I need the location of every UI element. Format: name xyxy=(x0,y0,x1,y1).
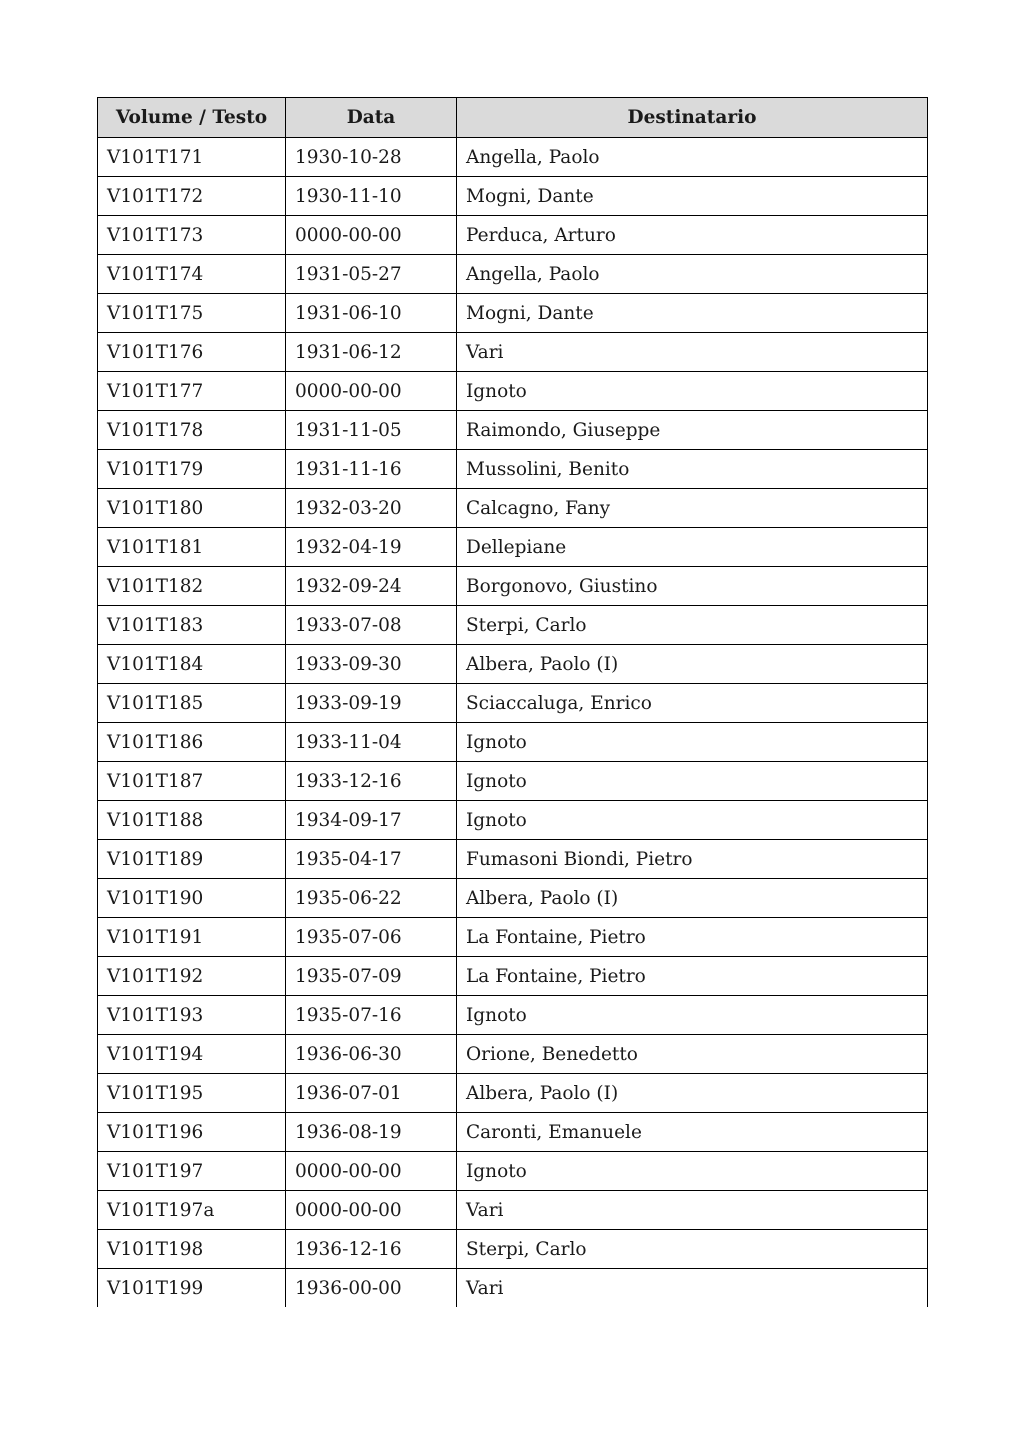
cell-volume-testo: V101T192 xyxy=(98,957,286,996)
table-row xyxy=(98,1269,928,1308)
cell-data: 1936-08-19 xyxy=(286,1113,457,1152)
cell-volume-testo: V101T178 xyxy=(98,411,286,450)
cell-volume-testo: V101T175 xyxy=(98,294,286,333)
table-row xyxy=(98,294,928,333)
cell-volume-testo: V101T173 xyxy=(98,216,286,255)
cell-destinatario: Dellepiane xyxy=(457,528,928,567)
cell-data: 1934-09-17 xyxy=(286,801,457,840)
table-row xyxy=(98,918,928,957)
cell-volume-testo: V101T191 xyxy=(98,918,286,957)
cell-destinatario: Ignoto xyxy=(457,1152,928,1191)
cell-volume-testo: V101T180 xyxy=(98,489,286,528)
cell-destinatario: Vari xyxy=(457,333,928,372)
table-row xyxy=(98,411,928,450)
cell-data: 1936-06-30 xyxy=(286,1035,457,1074)
table-row xyxy=(98,840,928,879)
cell-volume-testo: V101T171 xyxy=(98,138,286,177)
cell-destinatario: Ignoto xyxy=(457,801,928,840)
table-row xyxy=(98,450,928,489)
letters-table xyxy=(97,97,928,1307)
column-header-destinatario: Destinatario xyxy=(457,98,928,138)
table-body xyxy=(98,138,928,1308)
cell-data: 1935-07-09 xyxy=(286,957,457,996)
cell-volume-testo: V101T186 xyxy=(98,723,286,762)
cell-volume-testo: V101T176 xyxy=(98,333,286,372)
table-row xyxy=(98,762,928,801)
cell-data: 1930-10-28 xyxy=(286,138,457,177)
cell-destinatario: Vari xyxy=(457,1269,928,1308)
cell-volume-testo: V101T197 xyxy=(98,1152,286,1191)
cell-destinatario: Albera, Paolo (I) xyxy=(457,1074,928,1113)
cell-destinatario: Mogni, Dante xyxy=(457,177,928,216)
table-row xyxy=(98,645,928,684)
table-row xyxy=(98,216,928,255)
cell-volume-testo: V101T183 xyxy=(98,606,286,645)
table-row xyxy=(98,489,928,528)
cell-data: 1933-09-19 xyxy=(286,684,457,723)
cell-destinatario: Sterpi, Carlo xyxy=(457,606,928,645)
cell-data: 1932-03-20 xyxy=(286,489,457,528)
cell-volume-testo: V101T172 xyxy=(98,177,286,216)
table-row xyxy=(98,801,928,840)
cell-destinatario: Calcagno, Fany xyxy=(457,489,928,528)
cell-destinatario: Ignoto xyxy=(457,762,928,801)
cell-data: 1936-12-16 xyxy=(286,1230,457,1269)
cell-destinatario: Angella, Paolo xyxy=(457,138,928,177)
cell-data: 1933-07-08 xyxy=(286,606,457,645)
column-header-data: Data xyxy=(286,98,457,138)
cell-destinatario: Albera, Paolo (I) xyxy=(457,879,928,918)
table-row xyxy=(98,996,928,1035)
table-row xyxy=(98,138,928,177)
cell-data: 1935-07-06 xyxy=(286,918,457,957)
cell-destinatario: Orione, Benedetto xyxy=(457,1035,928,1074)
cell-data: 0000-00-00 xyxy=(286,1191,457,1230)
cell-volume-testo: V101T189 xyxy=(98,840,286,879)
cell-volume-testo: V101T182 xyxy=(98,567,286,606)
cell-volume-testo: V101T198 xyxy=(98,1230,286,1269)
cell-data: 1935-06-22 xyxy=(286,879,457,918)
cell-destinatario: Mogni, Dante xyxy=(457,294,928,333)
cell-destinatario: Ignoto xyxy=(457,723,928,762)
cell-data: 1931-11-16 xyxy=(286,450,457,489)
cell-data: 1932-04-19 xyxy=(286,528,457,567)
document-page xyxy=(97,97,927,1307)
cell-destinatario: Perduca, Arturo xyxy=(457,216,928,255)
cell-destinatario: Borgonovo, Giustino xyxy=(457,567,928,606)
cell-destinatario: Ignoto xyxy=(457,996,928,1035)
table-row xyxy=(98,606,928,645)
cell-destinatario: Fumasoni Biondi, Pietro xyxy=(457,840,928,879)
cell-data: 0000-00-00 xyxy=(286,216,457,255)
table-row xyxy=(98,957,928,996)
table-row xyxy=(98,177,928,216)
cell-data: 1930-11-10 xyxy=(286,177,457,216)
cell-volume-testo: V101T184 xyxy=(98,645,286,684)
table-row xyxy=(98,255,928,294)
cell-volume-testo: V101T190 xyxy=(98,879,286,918)
cell-volume-testo: V101T194 xyxy=(98,1035,286,1074)
cell-data: 1936-00-00 xyxy=(286,1269,457,1308)
cell-data: 1932-09-24 xyxy=(286,567,457,606)
cell-destinatario: Raimondo, Giuseppe xyxy=(457,411,928,450)
cell-volume-testo: V101T197a xyxy=(98,1191,286,1230)
cell-volume-testo: V101T177 xyxy=(98,372,286,411)
table-row xyxy=(98,723,928,762)
cell-destinatario: Ignoto xyxy=(457,372,928,411)
table-row xyxy=(98,372,928,411)
cell-volume-testo: V101T187 xyxy=(98,762,286,801)
cell-data: 1935-07-16 xyxy=(286,996,457,1035)
cell-destinatario: Angella, Paolo xyxy=(457,255,928,294)
table-row xyxy=(98,567,928,606)
cell-volume-testo: V101T196 xyxy=(98,1113,286,1152)
cell-volume-testo: V101T188 xyxy=(98,801,286,840)
column-header-volume-testo: Volume / Testo xyxy=(98,98,286,138)
table-row xyxy=(98,879,928,918)
table-row xyxy=(98,1035,928,1074)
cell-volume-testo: V101T193 xyxy=(98,996,286,1035)
cell-data: 0000-00-00 xyxy=(286,372,457,411)
cell-volume-testo: V101T179 xyxy=(98,450,286,489)
cell-destinatario: Albera, Paolo (I) xyxy=(457,645,928,684)
cell-volume-testo: V101T195 xyxy=(98,1074,286,1113)
cell-data: 1931-11-05 xyxy=(286,411,457,450)
table-row xyxy=(98,1074,928,1113)
table-row xyxy=(98,1230,928,1269)
cell-destinatario: Sterpi, Carlo xyxy=(457,1230,928,1269)
table-row xyxy=(98,1113,928,1152)
cell-data: 1933-11-04 xyxy=(286,723,457,762)
cell-data: 1931-06-10 xyxy=(286,294,457,333)
cell-volume-testo: V101T185 xyxy=(98,684,286,723)
cell-data: 1936-07-01 xyxy=(286,1074,457,1113)
table-row xyxy=(98,1191,928,1230)
cell-volume-testo: V101T181 xyxy=(98,528,286,567)
cell-destinatario: Caronti, Emanuele xyxy=(457,1113,928,1152)
cell-destinatario: La Fontaine, Pietro xyxy=(457,918,928,957)
cell-destinatario: Vari xyxy=(457,1191,928,1230)
cell-destinatario: Mussolini, Benito xyxy=(457,450,928,489)
cell-destinatario: La Fontaine, Pietro xyxy=(457,957,928,996)
cell-data: 1935-04-17 xyxy=(286,840,457,879)
table-row xyxy=(98,1152,928,1191)
cell-data: 0000-00-00 xyxy=(286,1152,457,1191)
table-row xyxy=(98,684,928,723)
cell-data: 1933-09-30 xyxy=(286,645,457,684)
cell-destinatario: Sciaccaluga, Enrico xyxy=(457,684,928,723)
cell-data: 1931-05-27 xyxy=(286,255,457,294)
cell-volume-testo: V101T174 xyxy=(98,255,286,294)
table-row xyxy=(98,333,928,372)
table-header-row xyxy=(98,98,928,138)
cell-data: 1931-06-12 xyxy=(286,333,457,372)
cell-data: 1933-12-16 xyxy=(286,762,457,801)
cell-volume-testo: V101T199 xyxy=(98,1269,286,1308)
table-row xyxy=(98,528,928,567)
